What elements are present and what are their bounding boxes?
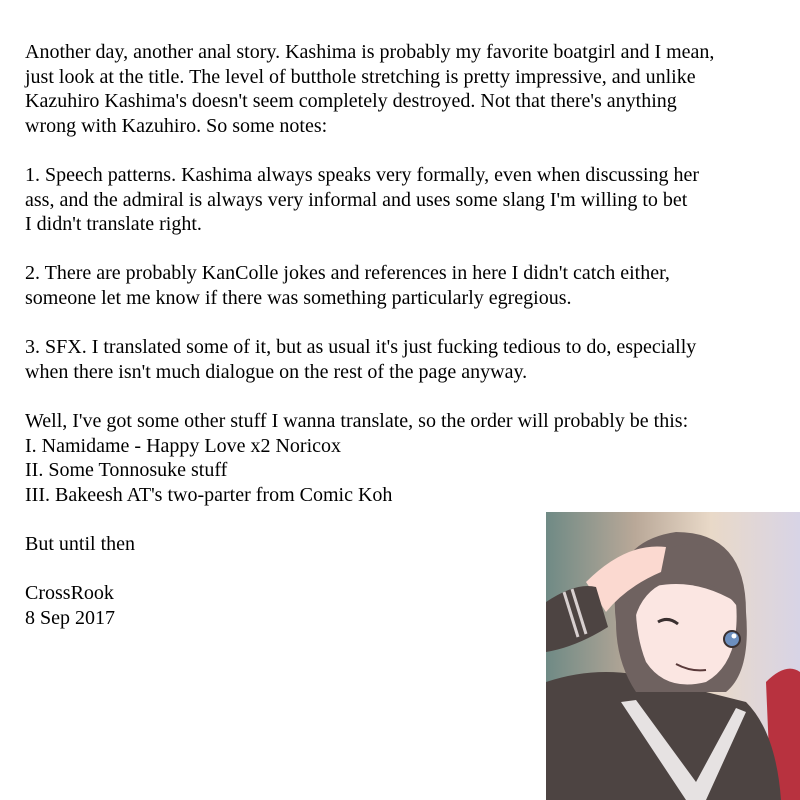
illustration-icon [546,512,800,800]
text-line: just look at the title. The level of butthole stretching is pretty impressive, and unlike [25,65,696,88]
list-item: II. Some Tonnosuke stuff [25,459,228,482]
text-line: 2. There are probably KanColle jokes and references in here I didn't catch either, [25,262,670,285]
text-line: 1. Speech patterns. Kashima always speaks very formally, even when discussing her [25,163,700,186]
closing-line: But until then [25,532,135,555]
text-line: wrong with Kazuhiro. So some notes: [25,114,328,137]
text-line: someone let me know if there was something particularly egregious. [25,286,572,309]
text-line: Well, I've got some other stuff I wanna translate, so the order will probably be this: [25,409,689,432]
date: 8 Sep 2017 [25,606,115,629]
list-item: III. Bakeesh AT's two-parter from Comic Koh [25,483,393,506]
text-line: ass, and the admiral is always very informal and uses some slang I'm willing to bet [25,188,688,211]
intro-paragraph [25,40,785,138]
blank-line [25,384,785,409]
plans-paragraph [25,409,785,507]
text-line: Kazuhiro Kashima's doesn't seem completely destroyed. Not that there's anything [25,90,677,113]
text-line: I didn't translate right. [25,213,202,236]
text-line: 3. SFX. I translated some of it, but as usual it's just fucking tedious to do, especially [25,336,697,359]
note-1-paragraph [25,163,785,237]
blank-line [25,237,785,262]
text-line: Another day, another anal story. Kashima is probably my favorite boatgirl and I mean, [25,41,715,63]
note-3-paragraph [25,335,785,384]
blank-line [25,138,785,163]
blank-line [25,311,785,336]
list-item: I. Namidame - Happy Love x2 Noricox [25,434,342,457]
text-line: when there isn't much dialogue on the rest of the page anyway. [25,360,528,383]
saluting-anime-girl-illustration [546,512,800,800]
author-signature: CrossRook [25,582,114,605]
note-2-paragraph [25,261,785,310]
